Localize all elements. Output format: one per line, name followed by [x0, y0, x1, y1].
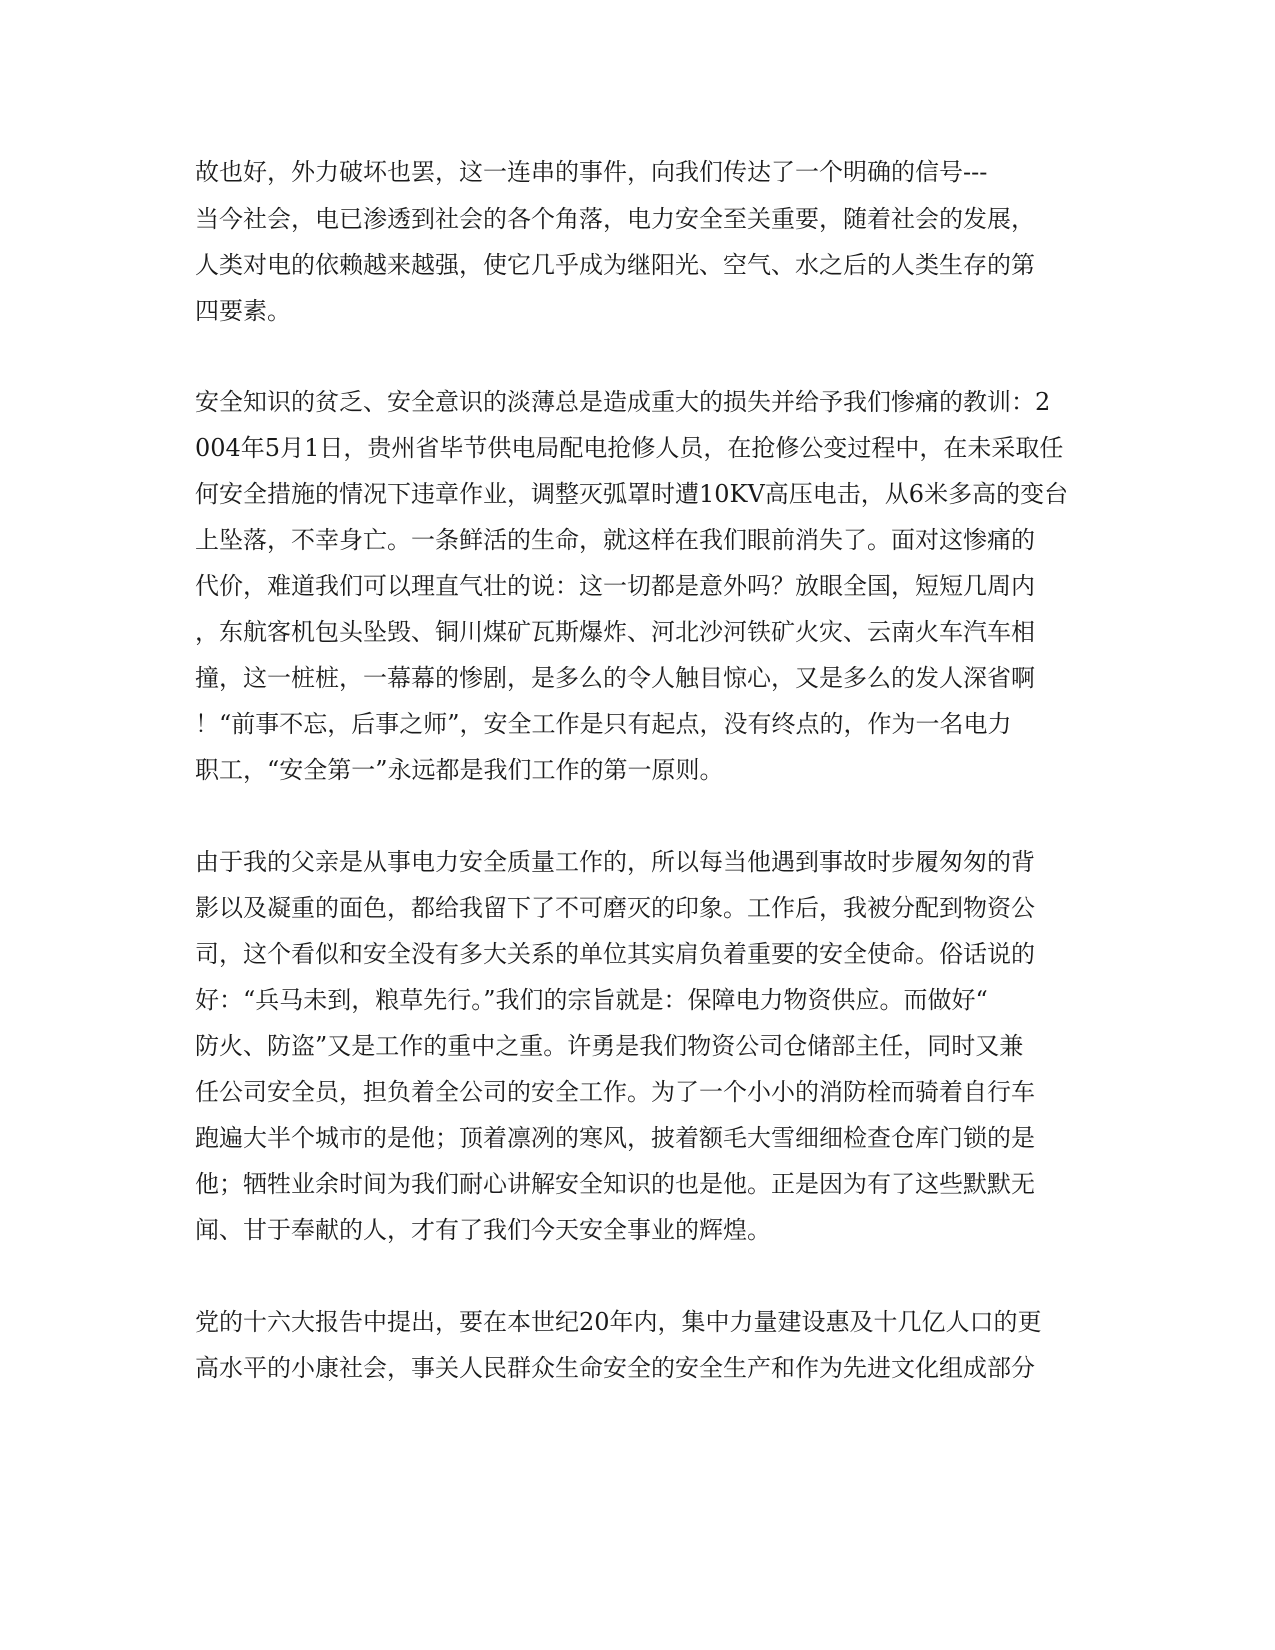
paragraph-4-line-2: 高水平的小康社会，事关人民群众生命安全的安全生产和作为先进文化组成部分: [195, 1354, 1035, 1382]
paragraph-3-line-4: 好：“兵马未到，粮草先行。”我们的宗旨就是：保障电力物资供应。而做好“: [195, 986, 988, 1014]
paragraph-2-line-8: ！“前事不忘，后事之师”，安全工作是只有起点，没有终点的，作为一名电力: [195, 710, 1012, 738]
paragraph-2-line-7: 撞，这一桩桩，一幕幕的惨剧，是多么的令人触目惊心，又是多么的发人深省啊: [195, 664, 1035, 692]
paragraph-3-line-2: 影以及凝重的面色，都给我留下了不可磨灭的印象。工作后，我被分配到物资公: [195, 894, 1035, 922]
paragraph-2-line-9: 职工，“安全第一”永远都是我们工作的第一原则。: [195, 756, 724, 784]
paragraph-1-line-1: 故也好，外力破坏也罢，这一连串的事件，向我们传达了一个明确的信号---: [195, 158, 988, 186]
paragraph-2-line-2: 004年5月1日，贵州省毕节供电局配电抢修人员，在抢修公变过程中，在未采取任: [195, 434, 1064, 462]
paragraph-2-line-1: 安全知识的贫乏、安全意识的淡薄总是造成重大的损失并给予我们惨痛的教训：2: [195, 388, 1051, 416]
paragraph-1-line-2: 当今社会，电已渗透到社会的各个角落，电力安全至关重要，随着社会的发展，: [195, 205, 1035, 233]
paragraph-3-line-7: 跑遍大半个城市的是他；顶着凛冽的寒风，披着额毛大雪细细检查仓库门锁的是: [195, 1124, 1035, 1152]
paragraph-3-line-6: 任公司安全员，担负着全公司的安全工作。为了一个小小的消防栓而骑着自行车: [195, 1078, 1035, 1106]
paragraph-3-line-9: 闻、甘于奉献的人，才有了我们今天安全事业的辉煌。: [195, 1216, 771, 1244]
paragraph-3-line-1: 由于我的父亲是从事电力安全质量工作的，所以每当他遇到事故时步履匆匆的背: [195, 848, 1035, 876]
paragraph-2-line-3: 何安全措施的情况下违章作业，调整灭弧罩时遭10KV高压电击，从6米多高的变台: [195, 480, 1069, 508]
paragraph-3-line-8: 他；牺牲业余时间为我们耐心讲解安全知识的也是他。正是因为有了这些默默无: [195, 1170, 1035, 1198]
paragraph-3-line-3: 司，这个看似和安全没有多大关系的单位其实肩负着重要的安全使命。俗话说的: [195, 940, 1035, 968]
paragraph-1-line-3: 人类对电的依赖越来越强，使它几乎成为继阳光、空气、水之后的人类生存的第: [195, 251, 1035, 279]
paragraph-2-line-4: 上坠落，不幸身亡。一条鲜活的生命，就这样在我们眼前消失了。面对这惨痛的: [195, 526, 1035, 554]
paragraph-3-line-5: 防火、防盗”又是工作的重中之重。许勇是我们物资公司仓储部主任，同时又兼: [195, 1032, 1024, 1060]
paragraph-4-line-1: 党的十六大报告中提出，要在本世纪20年内，集中力量建设惠及十几亿人口的更: [195, 1308, 1042, 1336]
paragraph-2-line-5: 代价，难道我们可以理直气壮的说：这一切都是意外吗？放眼全国，短短几周内: [195, 572, 1035, 600]
paragraph-2-line-6: ，东航客机包头坠毁、铜川煤矿瓦斯爆炸、河北沙河铁矿火灾、云南火车汽车相: [195, 618, 1035, 646]
paragraph-1-line-4: 四要素。: [195, 297, 291, 325]
